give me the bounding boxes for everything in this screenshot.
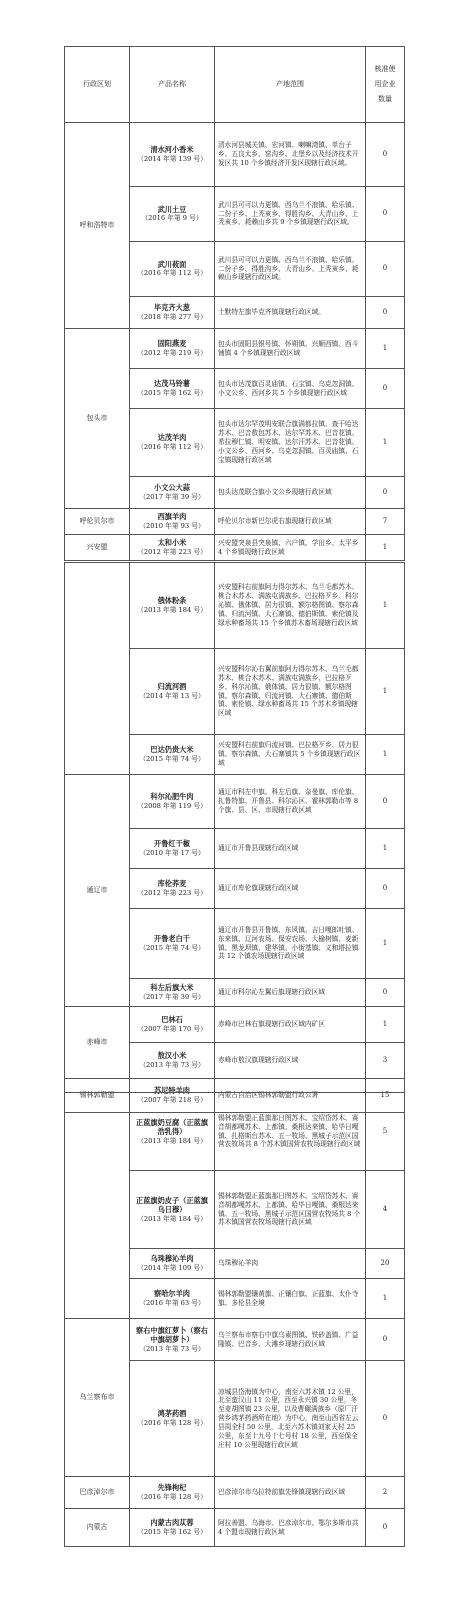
announcement-no: （2012 年第 219 号）: [137, 348, 207, 357]
product-cell: [130, 409, 215, 477]
product-cell: [130, 369, 215, 409]
table-header-row: [65, 47, 405, 123]
table-row: [65, 123, 405, 187]
scope-cell: 通辽市开鲁县开鲁镇、东风镇、吉日嘎郎吐镇、东来镇、辽河农场、保安农场、大榆树镇、麦新镇、黑龙坝镇、建华镇、小街基镇、义和塔拉镇共 12 个镇农场现辖行政区域: [215, 909, 366, 979]
region-cell: 乌兰察布市: [65, 1319, 130, 1477]
count-cell: 0: [366, 369, 405, 409]
table-row: [65, 1319, 405, 1361]
product-cell: [130, 187, 215, 242]
gi-table-part-1: [64, 46, 405, 561]
announcement-no: （2013 年第 73 号）: [139, 1344, 205, 1353]
count-cell: 1: [366, 735, 405, 775]
announcement-no: （2008 年第 119 号）: [137, 801, 207, 810]
gi-table-part-2: [64, 562, 405, 1113]
product-cell: [130, 1319, 215, 1361]
region-cell: 锡林郭勒盟: [65, 1079, 130, 1113]
count-cell: 0: [366, 297, 405, 329]
announcement-no: （2017 年第 39 号）: [139, 492, 205, 501]
product-cell: [130, 1361, 215, 1477]
product-name: 达茂羊肉: [157, 433, 187, 443]
region-cell: 呼和浩特市: [65, 123, 130, 329]
scope-cell: 兴安盟突泉县突泉镇、六户镇、学田乡、太平乡 4 个乡镇现辖行政区域: [215, 535, 366, 561]
table-row: [65, 509, 405, 535]
scope-cell: 乌兰察布市察右中旗乌素图镇、铁砂盖镇、广益隆镇、巴音乡、大滩乡现辖行政区域: [215, 1319, 366, 1361]
region-cell: [65, 1093, 130, 1319]
count-cell: 3: [366, 1043, 405, 1079]
announcement-no: （2007 年第 218 号）: [137, 1095, 207, 1104]
scope-cell: 清水河县城关镇、宏河镇、喇嘛湾镇、单台子乡、五良太乡、窑沟乡、北堡乡以及经济技术开发区共 10 个乡镇经济开发区现辖行政区域。: [215, 123, 366, 187]
announcement-no: （2017 年第 39 号）: [139, 992, 205, 1001]
scope-cell: 呼伦贝尔市新巴尔虎右旗现辖行政区域: [215, 509, 366, 535]
product-cell: [130, 1043, 215, 1079]
product-cell: [130, 909, 215, 979]
announcement-no: （2013 年第 73 号）: [139, 1060, 205, 1069]
count-cell: 15: [366, 1079, 405, 1113]
product-cell: [130, 123, 215, 187]
scope-cell: 阿拉善盟、乌海市、巴彦淖尔市、鄂尔多斯市共 4 个盟市现辖行政区域: [215, 1509, 366, 1547]
announcement-no: （2015 年第 162 号）: [137, 388, 207, 397]
count-cell: 7: [366, 509, 405, 535]
count-cell: 0: [366, 1319, 405, 1361]
scope-cell: 武川县可可以力更镇、西乌兰不浪镇、哈乐镇、二份子乡、得胜沟乡、大青山乡、上秃亥乡、耗赖山乡现辖行政区域。: [215, 242, 366, 297]
product-name: 小文公大蒜: [154, 483, 190, 493]
scope-cell: 包头达茂联合旗小文公乡现辖行政区域: [215, 477, 366, 509]
announcement-no: （2014 年第 13 号）: [139, 691, 205, 700]
product-name: 科尔沁肥牛肉: [150, 792, 194, 802]
scope-cell: 包头市达茂旗百灵庙镇、石宝镇、乌克忽洞镇、小文公乡、西河乡共 5 个乡镇现辖行政区域: [215, 369, 366, 409]
product-name: 武川土豆: [157, 204, 187, 214]
count-cell: 1: [366, 649, 405, 735]
announcement-no: （2018 年第 277 号）: [137, 312, 207, 321]
count-cell: 2: [366, 1477, 405, 1509]
product-cell: [130, 1509, 215, 1547]
header-count-line3: 数量: [378, 95, 392, 104]
product-name: 鸿茅药酒: [157, 1409, 187, 1419]
product-name: 先锋枸杞: [157, 1483, 187, 1493]
product-name: 察哈尔羊肉: [154, 1289, 190, 1299]
product-cell: [130, 775, 215, 829]
product-cell: [130, 509, 215, 535]
announcement-no: （2015 年第 74 号）: [139, 754, 205, 763]
product-name: 西旗羊肉: [157, 512, 187, 522]
count-cell: 1: [366, 829, 405, 869]
product-cell: [130, 329, 215, 369]
scope-cell: 锡林郭勒盟正蓝旗那日图苏木、宝绍岱苏木、赛音胡都嘎苏木、上都镇、桑根达来镇、哈毕日嘎镇、扎格斯台苏木、五一牧场、黑城子示范区国营农牧场共 8 个苏木镇国营农牧场现辖行政区域: [215, 1093, 366, 1171]
scope-cell: 通辽市库伦旗现辖行政区域: [215, 869, 366, 909]
count-cell: 0: [366, 979, 405, 1007]
product-name: 库伦荞麦: [157, 879, 187, 889]
scope-cell: 包头市达尔罕茂明安联合旗满都拉镇、查干哈达苏木、巴音敖包苏木、达尔罕苏木、巴音花镇、希拉穆仁镇、明安镇、达尔汗苏木、巴音花镇、小文公乡、西河乡、乌克忽洞镇、百灵庙镇、石宝镇现辖行政区域: [215, 409, 366, 477]
announcement-no: （2010 年第 93 号）: [139, 521, 205, 530]
product-name: 乌珠穆沁羊肉: [150, 1254, 194, 1264]
product-name: 敖汉小米: [157, 1051, 187, 1061]
count-cell: 0: [366, 123, 405, 187]
product-cell: [130, 1171, 215, 1249]
announcement-no: （2013 年第 184 号）: [137, 605, 207, 614]
product-cell: [130, 869, 215, 909]
product-cell: [130, 535, 215, 561]
product-name: 清水河小香米: [150, 145, 194, 155]
header-region: 行政区划: [65, 47, 130, 123]
product-name: 固阳燕麦: [157, 339, 187, 349]
count-cell: 1: [366, 535, 405, 561]
scope-cell: 土默特左旗毕克齐镇现辖行政区域。: [215, 297, 366, 329]
product-name: 巴达仍贵大米: [150, 745, 194, 755]
region-cell: 兴安盟: [65, 535, 130, 561]
count-cell: 1: [366, 909, 405, 979]
table-row: [65, 1093, 405, 1171]
product-cell: [130, 563, 215, 649]
scope-cell: 兴安盟科右前旗归流河镇、巴拉格歹乡、居力很镇、察尔森镇、大石寨镇共 5 个乡镇现辖行政区域: [215, 735, 366, 775]
product-name: 正蓝旗奶豆腐（正蓝旗浩乳得）: [136, 1117, 208, 1137]
product-cell: [130, 1007, 215, 1043]
announcement-no: （2012 年第 223 号）: [137, 888, 207, 897]
count-cell: 0: [366, 869, 405, 909]
gi-table-part-3: [64, 1092, 405, 1547]
scope-cell: 通辽市科左中旗、科左后旗、奈曼旗、库伦旗、扎鲁特旗、开鲁县、科尔沁区、霍林郭勒市等 8 个旗、县、区、市现辖行政区域: [215, 775, 366, 829]
header-count-line2: 用企业: [374, 79, 396, 88]
count-cell: 1: [366, 329, 405, 369]
product-cell: [130, 979, 215, 1007]
announcement-no: （2016 年第 112 号）: [137, 269, 207, 278]
region-cell: 呼伦贝尔市: [65, 509, 130, 535]
announcement-no: （2015 年第 162 号）: [137, 1527, 207, 1536]
product-name: 俄体粉条: [157, 596, 187, 606]
product-name: 毕克齐大葱: [154, 303, 190, 313]
product-name: 巴林石: [161, 1015, 183, 1025]
region-cell: 内蒙古: [65, 1509, 130, 1547]
scope-cell: 通辽市科尔沁左翼后旗现辖行政区域: [215, 979, 366, 1007]
product-name: 武川莜面: [157, 259, 187, 269]
scope-cell: 内蒙古自治区锡林郭勒盟行政公署: [215, 1079, 366, 1113]
count-cell: 0: [366, 187, 405, 242]
header-count-line1: 核准使: [374, 64, 396, 73]
product-cell: [130, 649, 215, 735]
count-cell: 0: [366, 1509, 405, 1547]
product-cell: [130, 1093, 215, 1171]
announcement-no: （2013 年第 184 号）: [137, 1136, 207, 1145]
region-cell: 通辽市: [65, 775, 130, 1007]
region-cell: 包头市: [65, 329, 130, 509]
table-row: [65, 1007, 405, 1043]
scope-cell: 包头市固阳县银号镇、怀朔镇、兴顺西镇、西斗铺镇 4 个乡镇现辖行政区域: [215, 329, 366, 369]
header-product: 产品名称: [130, 47, 215, 123]
count-cell: 1: [366, 1007, 405, 1043]
region-cell: 赤峰市: [65, 1007, 130, 1079]
table-row: [65, 329, 405, 369]
announcement-no: （2013 年第 184 号）: [137, 1214, 207, 1223]
announcement-no: （2016 年第 128 号）: [137, 1492, 207, 1501]
scope-cell: 乌珠穆沁羊肉: [215, 1249, 366, 1279]
count-cell: 1: [366, 409, 405, 477]
count-cell: 5: [366, 1093, 405, 1171]
product-name: 内蒙古肉苁蓉: [150, 1518, 194, 1528]
count-cell: 0: [366, 1361, 405, 1477]
announcement-no: （2014 年第 109 号）: [137, 1263, 207, 1272]
scope-cell: 赤峰市巴林右旗现辖行政区域内矿区: [215, 1007, 366, 1043]
scope-cell: 武川县可可以力更镇、西乌兰不浪镇、哈乐镇、二份子乡、上秃亥乡、得胜沟乡、大青山乡、上秃亥乡、耗赖山乡共 9 个乡镇现辖行政区域。: [215, 187, 366, 242]
announcement-no: （2016 年第 9 号）: [141, 214, 203, 223]
product-name: 正蓝旗奶皮子（正蓝旗乌日穆）: [136, 1195, 208, 1215]
scope-cell: 兴安盟科尔沁右翼前旗阿力得尔苏木、乌兰毛都苏木、桃合木苏木、满族屯满族乡、巴拉格歹乡、科尔沁镇、俄体镇、居力很镇、额尔格图镇、察尔森镇、归流河镇、大石寨镇、德伯斯镇、索伦镇、绿水种畜场共 15 个苏木乡镇现辖区域: [215, 649, 366, 735]
header-scope: 产地范围: [215, 47, 366, 123]
scope-cell: 通辽市开鲁县现辖行政区域: [215, 829, 366, 869]
product-name: 科左后旗大米: [150, 983, 194, 993]
product-cell: [130, 242, 215, 297]
count-cell: 20: [366, 1249, 405, 1279]
scope-cell: 兴安盟科右前旗阿力得尔苏木、乌兰毛都苏木、桃合木苏木、满族屯满族乡、巴拉格歹乡、科尔沁镇、俄体镇、居力很镇、额尔格图镇、察尔森镇、归流河镇、大石寨镇、德伯斯镇、索伦镇及绿水种畜场共 15 个乡镇苏木畜场现辖行政区域: [215, 563, 366, 649]
count-cell: 0: [366, 775, 405, 829]
announcement-no: （2014 年第 139 号）: [137, 154, 207, 163]
product-name: 达茂马铃薯: [154, 379, 190, 389]
table-row: [65, 775, 405, 829]
product-cell: [130, 829, 215, 869]
product-name: 开鲁红干椒: [154, 839, 190, 849]
scope-cell: 锡林郭勒盟正蓝旗那日图苏木、宝绍岱苏木、赛音胡都嘎苏木、上都镇、哈毕日嘎镇、桑根达来镇、五一牧场、黑城子示范区国营农牧场共 8 个苏木镇国营农牧场现辖行政区域: [215, 1171, 366, 1249]
product-cell: [130, 297, 215, 329]
table-row: [65, 1509, 405, 1547]
count-cell: 1: [366, 563, 405, 649]
scope-cell: 锡林郭勒盟镶黄旗、正镶白旗、正蓝旗、太仆寺旗、多伦县全境: [215, 1279, 366, 1319]
product-name: 归流河酒: [157, 682, 187, 692]
scope-cell: 巴彦淖尔市乌拉特前旗先锋镇现辖行政区域: [215, 1477, 366, 1509]
product-cell: [130, 1249, 215, 1279]
announcement-no: （2015 年第 74 号）: [139, 943, 205, 952]
announcement-no: （2012 年第 223 号）: [137, 547, 207, 556]
product-name: 苏尼特羊肉: [154, 1086, 190, 1096]
product-cell: [130, 1477, 215, 1509]
product-name: 开鲁老白干: [154, 934, 190, 944]
region-cell: [65, 563, 130, 775]
table-row: [65, 535, 405, 561]
product-name: 察右中旗红萝卜（察右中旗胡萝卜）: [136, 1325, 208, 1345]
announcement-no: （2016 年第 112 号）: [137, 442, 207, 451]
scope-cell: 赤峰市敖汉旗现辖行政区域: [215, 1043, 366, 1079]
scope-cell: 凉城县岱海镇为中心，南至六苏木镇 12 公里，北至蛮汉山 11 公里，西至永兴镇 30 公里，冬至麦胡图镇 23 公里，以及曹碾满族乡（原厂汗营乡鸿茅药酒所在地）为中心，南至山西省左云县周全村 50 公里，北至六苏木镇刘家天村 25 公里，东至十九号十七号村 18 公里，西至保全庄村 10 公里现辖行政区域: [215, 1361, 366, 1477]
count-cell: 0: [366, 477, 405, 509]
table-row: [65, 563, 405, 649]
count-cell: 1: [366, 1279, 405, 1319]
product-name: 太和小米: [157, 538, 187, 548]
product-cell: [130, 1279, 215, 1319]
announcement-no: （2007 年第 170 号）: [137, 1024, 207, 1033]
product-cell: [130, 477, 215, 509]
count-cell: 0: [366, 242, 405, 297]
header-count: [366, 47, 405, 123]
product-cell: [130, 735, 215, 775]
region-cell: 巴彦淖尔市: [65, 1477, 130, 1509]
announcement-no: （2016 年第 128 号）: [137, 1418, 207, 1427]
table-row: [65, 1477, 405, 1509]
announcement-no: （2016 年第 63 号）: [139, 1298, 205, 1307]
announcement-no: （2010 年第 17 号）: [139, 848, 205, 857]
count-cell: 4: [366, 1171, 405, 1249]
